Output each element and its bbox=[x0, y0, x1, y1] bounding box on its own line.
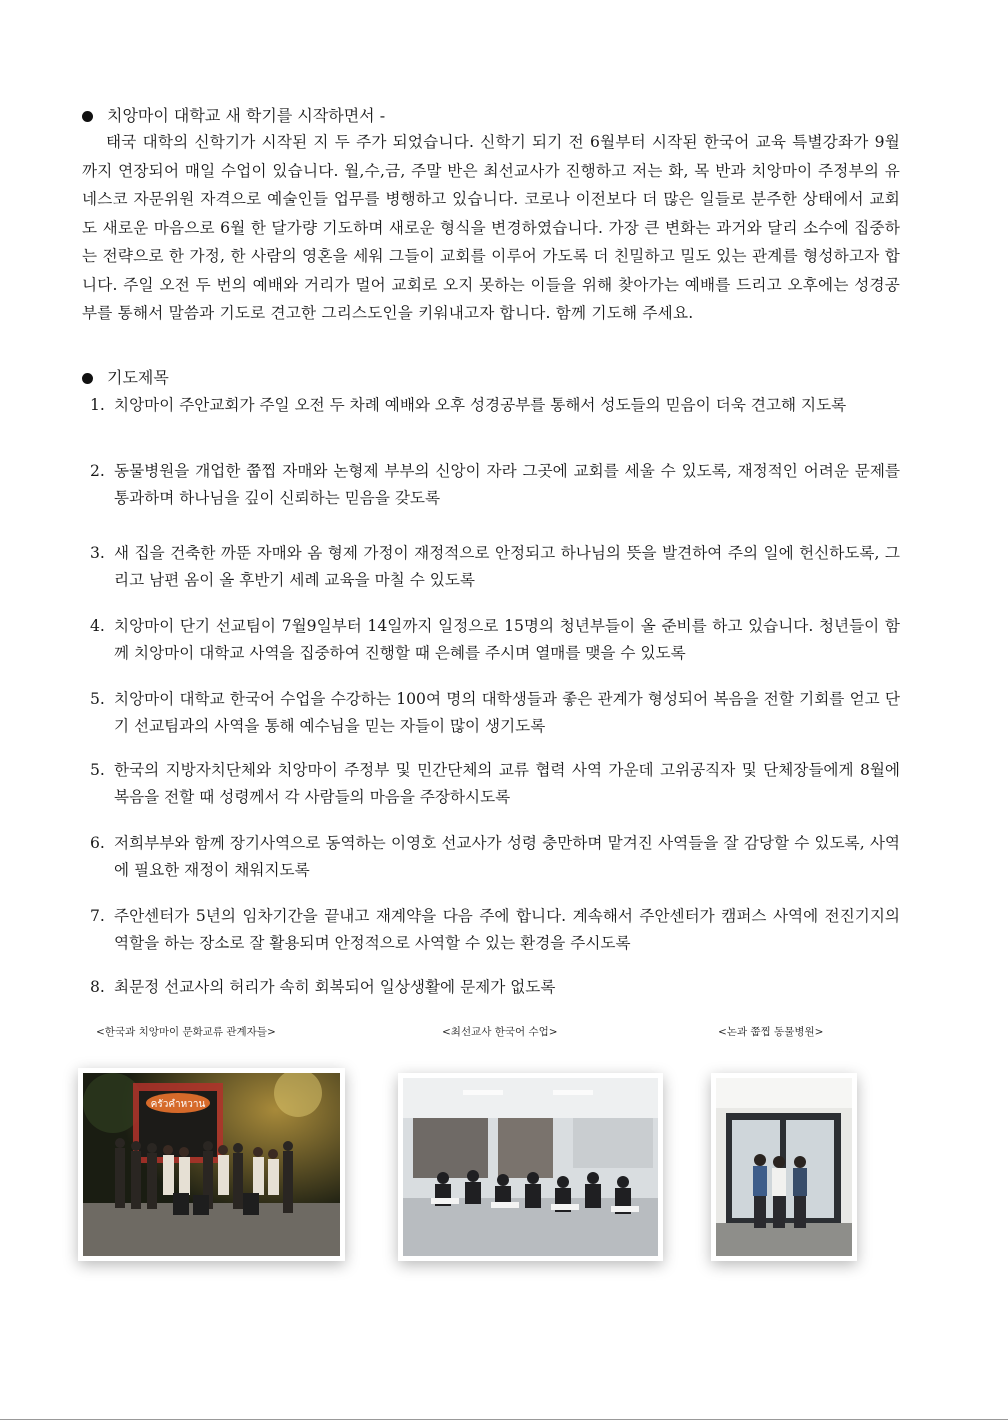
prayer-item bbox=[90, 686, 900, 740]
prayer-item-number: 5. bbox=[90, 690, 105, 708]
group-photo-image bbox=[83, 1073, 340, 1256]
prayer-item bbox=[90, 392, 900, 419]
prayer-item-number: 6. bbox=[90, 834, 105, 852]
intro-heading-text: 치앙마이 대학교 새 학기를 시작하면서 - bbox=[107, 106, 386, 125]
prayer-item bbox=[90, 974, 900, 1001]
classroom-photo-image bbox=[403, 1078, 658, 1256]
page-bottom-border bbox=[0, 1419, 1008, 1420]
photo-caption: <논과 쭙찝 동물병원> bbox=[718, 1026, 824, 1038]
intro-paragraph: 태국 대학의 신학기가 시작된 지 두 주가 되었습니다. 신학기 되기 전 6월부터 시작된 한국어 교육 특별강좌가 9월까지 연장되어 매일 수업이 있습니다. 월,수,금, 주말 반은 최선교사가 진행하고 저는 화, 목 반과 치앙마이 주정부의 유네스코 자문위원 자격으로 예술인들 업무를 병행하고 있습니다. 코로나 이전보다 더 많은 일들로 분주한 상태에서 교회도 새로운 마음으로 6월 한 달가량 기도하며 새로운 형식을 변경하였습니다. 가장 큰 변화는 과거와 달리 소수에 집중하는 전략으로 한 가정, 한 사람의 영혼을 세워 그들이 교회를 이루어 가도록 더 친밀하고 밀도 있는 관계를 형성하고자 합니다. 주일 오전 두 번의 예배와 거리가 멀어 교회로 오지 못하는 이들을 위해 찾아가는 예배를 드리고 오후에는 성경공부를 통해서 말씀과 기도로 견고한 그리스도인을 키워내고자 합니다. 함께 기도해 주세요. bbox=[82, 133, 900, 322]
prayer-item-number: 5. bbox=[90, 761, 105, 779]
prayer-item bbox=[90, 613, 900, 667]
prayer-item-text: 최문정 선교사의 허리가 속히 회복되어 일상생활에 문제가 없도록 bbox=[114, 978, 556, 996]
prayer-item bbox=[90, 458, 900, 512]
prayer-item bbox=[90, 757, 900, 811]
prayer-item-number: 2. bbox=[90, 462, 105, 480]
prayer-item-number: 7. bbox=[90, 907, 105, 925]
prayer-item-text: 한국의 지방자치단체와 치앙마이 주정부 및 민간단체의 교류 협력 사역 가운데 고위공직자 및 단체장들에게 8월에 복음을 전할 때 성령께서 각 사람들의 마음을 주장하시도록 bbox=[114, 761, 900, 806]
prayer-item-text: 치앙마이 대학교 한국어 수업을 수강하는 100여 명의 대학생들과 좋은 관계가 형성되어 복음을 전할 기회를 얻고 단기 선교팀과의 사역을 통해 예수님을 믿는 자들이 많이 생기도록 bbox=[114, 690, 900, 735]
photo-caption: <최선교사 한국어 수업> bbox=[442, 1026, 558, 1038]
bullet-icon bbox=[82, 373, 93, 384]
prayer-item-text: 동물병원을 개업한 쭙찝 자매와 논형제 부부의 신앙이 자라 그곳에 교회를 세울 수 있도록, 재정적인 어려운 문제를 통과하며 하나님을 깊이 신뢰하는 믿음을 갖도록 bbox=[114, 462, 900, 507]
clinic-photo-image bbox=[716, 1078, 852, 1256]
photo-cultural-exchange bbox=[78, 1068, 345, 1261]
bullet-icon bbox=[82, 111, 93, 122]
prayer-heading-text: 기도제목 bbox=[107, 368, 169, 387]
photo-animal-hospital bbox=[711, 1073, 857, 1261]
prayer-heading bbox=[82, 366, 169, 390]
photo-caption: <한국과 치앙마이 문화교류 관계자들> bbox=[96, 1026, 276, 1038]
intro-heading bbox=[82, 104, 385, 128]
prayer-item-number: 3. bbox=[90, 544, 105, 562]
prayer-item-text: 새 집을 건축한 까뚠 자매와 옴 형제 가정이 재정적으로 안정되고 하나님의 뜻을 발견하여 주의 일에 헌신하도록, 그리고 남편 옴이 올 후반기 세례 교육을 마칠 수 있도록 bbox=[114, 544, 900, 589]
prayer-item-number: 1. bbox=[90, 396, 105, 414]
prayer-item bbox=[90, 830, 900, 884]
prayer-item-text: 치앙마이 주안교회가 주일 오전 두 차례 예배와 오후 성경공부를 통해서 성도들의 믿음이 더욱 견고해 지도록 bbox=[114, 396, 847, 414]
prayer-item-number: 4. bbox=[90, 617, 105, 635]
prayer-item bbox=[90, 540, 900, 594]
prayer-item bbox=[90, 903, 900, 957]
prayer-item-text: 치앙마이 단기 선교팀이 7월9일부터 14일까지 일정으로 15명의 청년부들이 올 준비를 하고 있습니다. 청년들이 함께 치앙마이 대학교 사역을 집중하여 진행할 때 은혜를 주시며 열매를 맺을 수 있도록 bbox=[114, 617, 900, 662]
photo-korean-class bbox=[398, 1073, 663, 1261]
restaurant-sign-text: ครัวคำหวาน bbox=[150, 1099, 206, 1110]
prayer-item-text: 저희부부와 함께 장기사역으로 동역하는 이영호 선교사가 성령 충만하며 맡겨진 사역들을 잘 감당할 수 있도록, 사역에 필요한 재정이 채워지도록 bbox=[114, 834, 900, 879]
prayer-item-number: 8. bbox=[90, 978, 105, 996]
prayer-item-text: 주안센터가 5년의 임차기간을 끝내고 재계약을 다음 주에 합니다. 계속해서 주안센터가 캠퍼스 사역에 전진기지의 역할을 하는 장소로 잘 활용되며 안정적으로 사역할 수 있는 환경을 주시도록 bbox=[114, 907, 900, 952]
